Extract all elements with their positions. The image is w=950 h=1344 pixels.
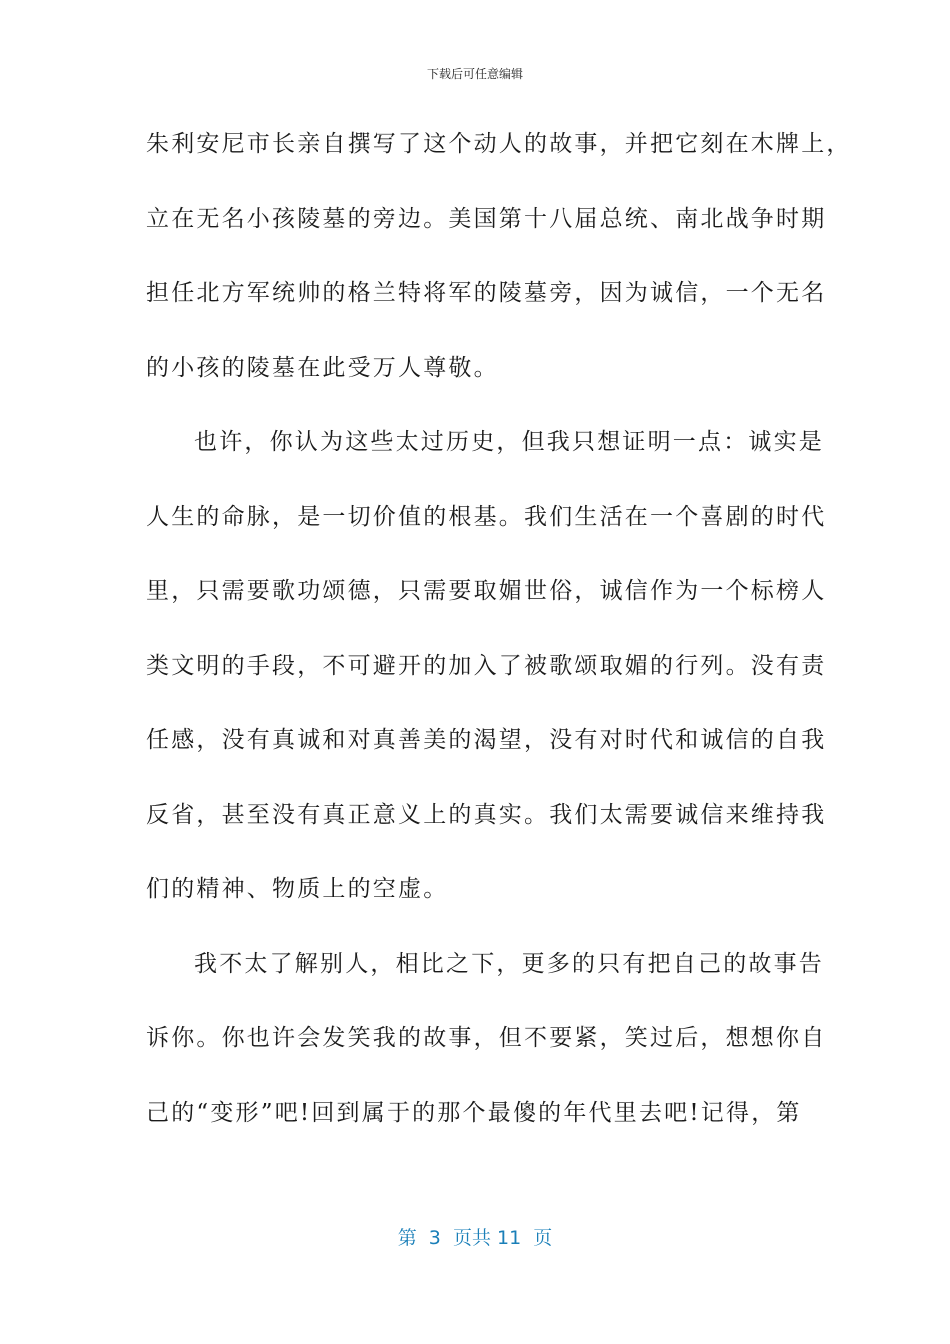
text-line: 任感，没有真诚和对真善美的渴望，没有对时代和诚信的自我: [146, 727, 827, 753]
document-body: [146, 124, 852, 1167]
page-number-footer: 第 3 页共 11 页: [397, 1227, 553, 1249]
text-line: 诉你。你也许会发笑我的故事，但不要紧，笑过后，想想你自: [146, 1025, 827, 1051]
text-line: 的小孩的陵墓在此受万人尊敬。: [146, 354, 499, 381]
paragraph: [146, 422, 827, 944]
text-line: 我不太了解别人，相比之下，更多的只有把自己的故事告: [194, 950, 824, 977]
text-line: 类文明的手段，不可避开的加入了被歌颂取媚的行列。没有责: [146, 652, 827, 679]
paragraph: [146, 944, 827, 1168]
page-header: 下载后可任意编辑: [426, 67, 523, 81]
text-line: 立在无名小孩陵墓的旁边。美国第十八届总统、南北战争时期: [146, 205, 827, 232]
paragraph: [146, 124, 852, 422]
text-line: 也许，你认为这些太过历史，但我只想证明一点：诚实是: [194, 429, 824, 455]
text-line: 担任北方军统帅的格兰特将军的陵墓旁，因为诚信，一个无名: [146, 280, 827, 306]
text-line: 朱利安尼市长亲自撰写了这个动人的故事，并把它刻在木牌上，: [146, 131, 852, 157]
text-line: 反省，甚至没有真正意义上的真实。我们太需要诚信来维持我: [146, 801, 827, 828]
text-line: 己的“变形”吧!回到属于的那个最傻的年代里去吧!记得，第: [146, 1099, 802, 1126]
text-line: 们的精神、物质上的空虚。: [146, 876, 449, 902]
text-line: 人生的命脉，是一切价值的根基。我们生活在一个喜剧的时代: [146, 503, 827, 530]
text-line: 里，只需要歌功颂德，只需要取媚世俗，诚信作为一个标榜人: [146, 578, 827, 604]
